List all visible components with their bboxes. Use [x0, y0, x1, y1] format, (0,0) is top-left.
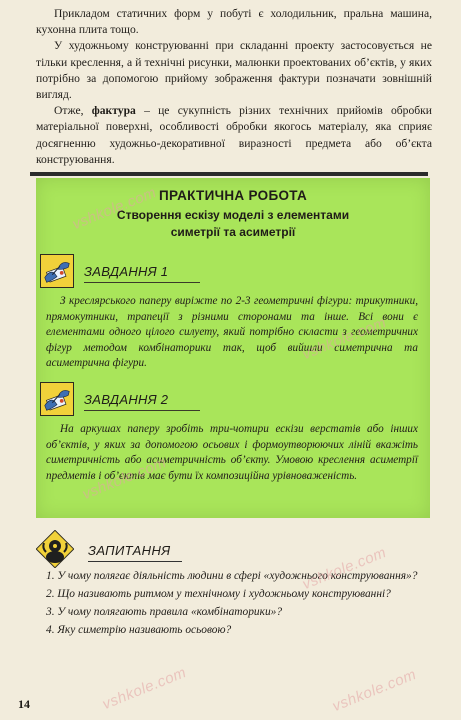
task1-underline	[84, 282, 200, 283]
question-item: 2. Що називають ритмом у технічному і художньому конструюванні?	[46, 588, 391, 600]
hands-paper-icon	[40, 254, 74, 288]
watermark: vshkole.com	[100, 663, 189, 714]
task1-text: З креслярського паперу виріжте по 2-3 геометричні фігури: трикутники, прямокутники, трапеції з різними сторонами та інше. Всі вони є елементами одного цілого силуету, який потрібно скласти з геометричних фігур методом комбінаторики так, щоб вийшли симетрична та асиметрична фігури.	[46, 295, 418, 370]
intro-paragraph-1: Прикладом статичних форм у побуті є холодильник, пральна машина, кухонна плита тощо.	[36, 7, 432, 37]
watermark: vshkole.com	[300, 543, 389, 594]
task2-text: На аркушах паперу зробіть три-чотири ескізи верстатів або інших об’єктів, у яких за допомогою осьових і формоутворюючих ліній вкажіть симетричність або асиметричність об’єкту. Умовою креслення асиметрії предметів і об’єктів має бути їх композиційна урівноваженість.	[46, 423, 418, 482]
practical-title: ПРАКТИЧНА РОБОТА	[158, 188, 307, 203]
watermark: vshkole.com	[80, 453, 169, 504]
task2-underline	[84, 410, 200, 411]
question-item: 3. У чому полягають правила «комбінаторики»?	[46, 606, 283, 618]
question-item: 1. У чому полягає діяльність людини в сфері «художнього конструювання»?	[46, 570, 418, 582]
task1-label: ЗАВДАННЯ 1	[84, 264, 169, 279]
questions-title: ЗАПИТАННЯ	[88, 543, 171, 558]
watermark: vshkole.com	[70, 183, 159, 234]
intro-paragraph-2: У художньому конструюванні при складанні проекту застосовується не тільки креслення, а й технічні рисунки, малюнки проектованих об’єктів, у яких потрібно за допомогою прийому зображення фактури позначати зовнішній вигляд.	[36, 39, 432, 102]
watermark: vshkole.com	[330, 665, 419, 716]
p3-start: Отже,	[54, 104, 92, 118]
intro-text	[36, 6, 432, 168]
page-number: 14	[18, 697, 30, 711]
questions-list	[36, 568, 432, 640]
section-divider	[30, 172, 428, 176]
question-figure-icon	[36, 530, 74, 568]
practical-subtitle-1: Створення ескізу моделі з елементами	[116, 208, 350, 222]
term-factura: фактура	[91, 104, 136, 118]
watermark: vshkole.com	[300, 313, 389, 364]
questions-underline	[88, 561, 182, 562]
p3-rest: – це сукупність різних технічних прийомів обробки матеріальної поверхні, особливості обробки якогось матеріалу, яка сприяє досягненню художньо-декоративної виразності предмета або об’єкта конструювання.	[36, 104, 432, 166]
task2-label: ЗАВДАННЯ 2	[84, 392, 169, 407]
intro-paragraph-3	[36, 103, 432, 168]
practical-subtitle-2: симетрії та асиметрії	[170, 225, 296, 239]
question-item: 4. Яку симетрію називають осьовою?	[46, 624, 232, 636]
hands-paper-icon	[40, 382, 74, 416]
practical-work-panel	[36, 178, 430, 518]
